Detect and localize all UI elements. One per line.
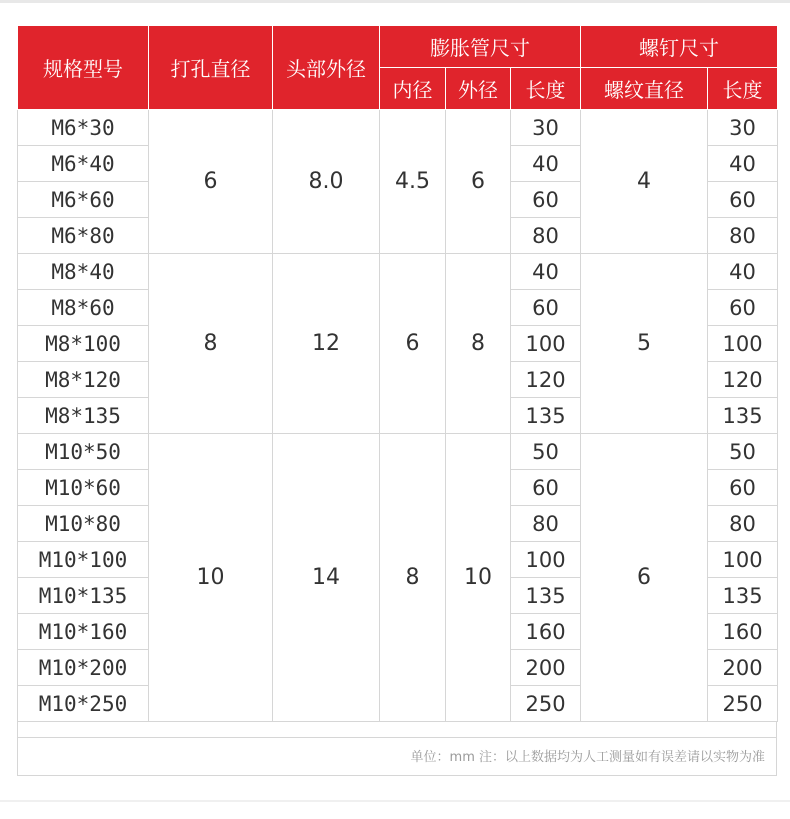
top-divider xyxy=(0,0,790,3)
sleeve-length-cell: 60 xyxy=(511,182,581,218)
sleeve-length-cell: 60 xyxy=(511,470,581,506)
sleeve-length-cell: 200 xyxy=(511,650,581,686)
model-cell: M8*40 xyxy=(18,254,149,290)
table-row xyxy=(18,434,778,470)
model-cell: M8*135 xyxy=(18,398,149,434)
header-model: 规格型号 xyxy=(18,26,149,110)
model-cell: M6*80 xyxy=(18,218,149,254)
sleeve-outer-cell: 6 xyxy=(446,110,511,254)
screw-length-cell: 200 xyxy=(708,650,778,686)
table-body xyxy=(18,110,778,722)
model-cell: M10*160 xyxy=(18,614,149,650)
sleeve-length-cell: 135 xyxy=(511,578,581,614)
header-sleeve-outer: 外径 xyxy=(446,68,511,110)
spec-table xyxy=(17,25,778,722)
screw-length-cell: 160 xyxy=(708,614,778,650)
sleeve-length-cell: 160 xyxy=(511,614,581,650)
screw-length-cell: 60 xyxy=(708,182,778,218)
head-outer-diameter-cell: 14 xyxy=(273,434,380,722)
model-cell: M10*135 xyxy=(18,578,149,614)
screw-length-cell: 100 xyxy=(708,542,778,578)
table-row xyxy=(18,110,778,146)
table-row xyxy=(18,254,778,290)
sleeve-inner-cell: 6 xyxy=(380,254,446,434)
sleeve-length-cell: 50 xyxy=(511,434,581,470)
sleeve-outer-cell: 8 xyxy=(446,254,511,434)
screw-length-cell: 60 xyxy=(708,290,778,326)
sleeve-length-cell: 100 xyxy=(511,326,581,362)
sleeve-outer-cell: 10 xyxy=(446,434,511,722)
sleeve-length-cell: 80 xyxy=(511,506,581,542)
table-header xyxy=(18,26,778,110)
bottom-divider xyxy=(0,800,790,802)
screw-length-cell: 50 xyxy=(708,434,778,470)
hole-diameter-cell: 8 xyxy=(149,254,273,434)
model-cell: M10*100 xyxy=(18,542,149,578)
screw-thread-diameter-cell: 6 xyxy=(581,434,708,722)
sleeve-length-cell: 30 xyxy=(511,110,581,146)
header-screw-group: 螺钉尺寸 xyxy=(581,26,778,68)
screw-length-cell: 40 xyxy=(708,146,778,182)
screw-length-cell: 80 xyxy=(708,506,778,542)
sleeve-length-cell: 40 xyxy=(511,146,581,182)
model-cell: M10*250 xyxy=(18,686,149,722)
sleeve-length-cell: 250 xyxy=(511,686,581,722)
screw-length-cell: 135 xyxy=(708,398,778,434)
screw-length-cell: 80 xyxy=(708,218,778,254)
model-cell: M6*40 xyxy=(18,146,149,182)
header-screw-thread-diameter: 螺纹直径 xyxy=(581,68,708,110)
header-sleeve-inner: 内径 xyxy=(380,68,446,110)
screw-length-cell: 120 xyxy=(708,362,778,398)
header-screw-length: 长度 xyxy=(708,68,778,110)
screw-thread-diameter-cell: 4 xyxy=(581,110,708,254)
sleeve-inner-cell: 8 xyxy=(380,434,446,722)
header-hole-diameter: 打孔直径 xyxy=(149,26,273,110)
sleeve-length-cell: 100 xyxy=(511,542,581,578)
hole-diameter-cell: 10 xyxy=(149,434,273,722)
screw-thread-diameter-cell: 5 xyxy=(581,254,708,434)
model-cell: M8*60 xyxy=(18,290,149,326)
model-cell: M6*60 xyxy=(18,182,149,218)
hole-diameter-cell: 6 xyxy=(149,110,273,254)
screw-length-cell: 100 xyxy=(708,326,778,362)
header-sleeve-group: 膨胀管尺寸 xyxy=(380,26,581,68)
screw-length-cell: 30 xyxy=(708,110,778,146)
model-cell: M8*120 xyxy=(18,362,149,398)
head-outer-diameter-cell: 8.0 xyxy=(273,110,380,254)
screw-length-cell: 40 xyxy=(708,254,778,290)
head-outer-diameter-cell: 12 xyxy=(273,254,380,434)
sleeve-inner-cell: 4.5 xyxy=(380,110,446,254)
model-cell: M10*60 xyxy=(18,470,149,506)
screw-length-cell: 250 xyxy=(708,686,778,722)
header-head-outer-diameter: 头部外径 xyxy=(273,26,380,110)
sleeve-length-cell: 135 xyxy=(511,398,581,434)
sleeve-length-cell: 120 xyxy=(511,362,581,398)
screw-length-cell: 60 xyxy=(708,470,778,506)
model-cell: M10*80 xyxy=(18,506,149,542)
sleeve-length-cell: 80 xyxy=(511,218,581,254)
sleeve-length-cell: 40 xyxy=(511,254,581,290)
model-cell: M10*200 xyxy=(18,650,149,686)
sleeve-length-cell: 60 xyxy=(511,290,581,326)
measurement-note: 单位：mm 注：以上数据均为人工测量如有误差请以实物为准 xyxy=(17,737,777,776)
model-cell: M8*100 xyxy=(18,326,149,362)
model-cell: M6*30 xyxy=(18,110,149,146)
header-sleeve-length: 长度 xyxy=(511,68,581,110)
model-cell: M10*50 xyxy=(18,434,149,470)
screw-length-cell: 135 xyxy=(708,578,778,614)
